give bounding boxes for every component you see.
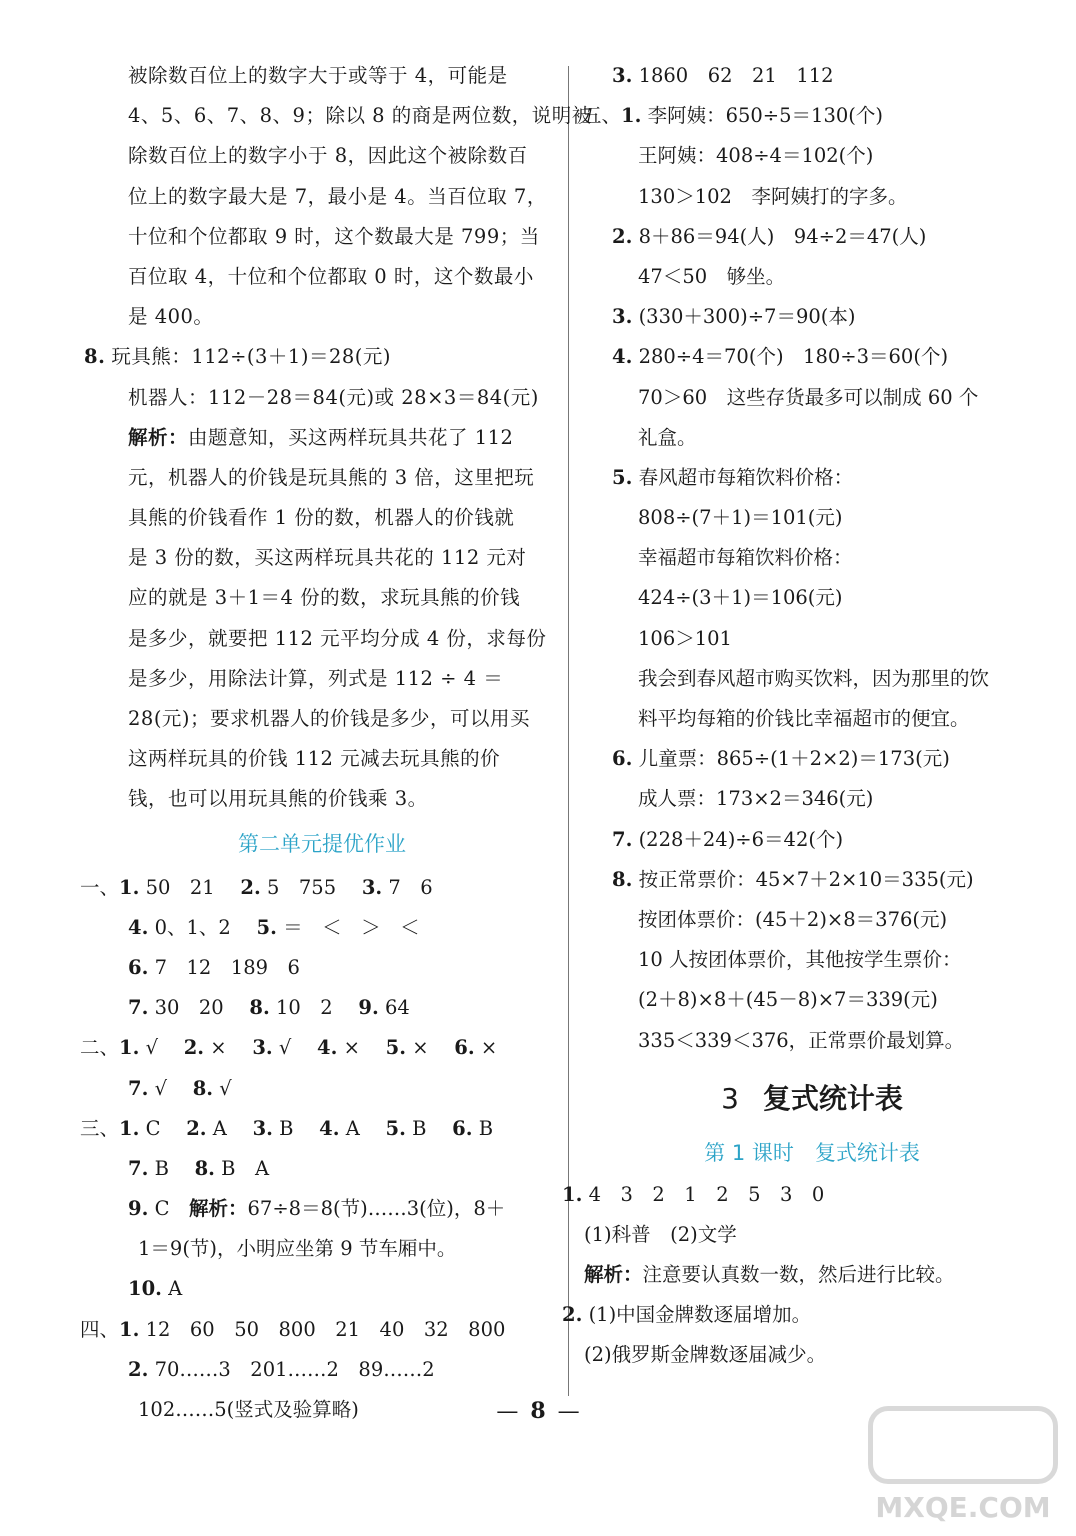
answer-text: B	[412, 1116, 427, 1140]
text-line: 28(元)；要求机器人的价钱是多少，可以用买	[128, 707, 531, 730]
answer-text: 7 12 189 6	[154, 955, 300, 979]
answer-row	[582, 739, 1042, 779]
jiexi-label: 解析：	[128, 425, 189, 449]
answer-text: √	[219, 1076, 232, 1100]
question-number: 6.	[128, 955, 149, 979]
question-number: 1.	[119, 1116, 140, 1140]
watermark-url: MXQE.COM	[875, 1491, 1051, 1524]
part-five	[582, 96, 1042, 1061]
text-line: 106＞101	[638, 626, 732, 650]
answer-text: A	[212, 1116, 227, 1140]
question-number: 2.	[183, 1036, 205, 1060]
part-label: 一、	[80, 875, 120, 899]
text-line: 位上的数字最大是 7，最小是 4。当百位取 7，	[128, 184, 547, 208]
question-number: 7.	[612, 827, 633, 851]
page-dash: —	[496, 1399, 519, 1424]
answer-row	[582, 297, 1042, 337]
answer-text: ＝ ＜ ＞ ＜	[283, 915, 420, 939]
answer-text: 1860 62 21 112	[638, 64, 834, 87]
answer-row	[80, 1028, 560, 1068]
text-line	[84, 418, 560, 458]
answer-row	[84, 1189, 560, 1229]
lesson-title: 第 1 课时 复式统计表	[704, 1140, 920, 1165]
answer-text: 按正常票价：45×7＋2×10＝335(元)	[638, 867, 974, 891]
text-line: 这两样玩具的价钱 112 元减去玩具熊的价	[128, 747, 501, 771]
jiexi-text: 由题意知，买这两样玩具共花了 112	[188, 425, 514, 449]
answer-text: ×	[210, 1036, 227, 1060]
answer-text: 5 755	[266, 875, 337, 899]
text-line: 成人票：173×2＝346(元)	[638, 787, 874, 811]
question-number: 2.	[562, 1303, 583, 1327]
question-number: 9.	[128, 1197, 149, 1221]
answer-text: (228＋24)÷6＝42(个)	[638, 827, 844, 851]
watermark-logo	[868, 1406, 1058, 1524]
question-number: 8.	[192, 1076, 214, 1100]
question-number: 7.	[128, 996, 149, 1020]
text-line: 钱，也可以用玩具熊的价钱乘 3。	[128, 787, 428, 811]
answer-text: ×	[412, 1036, 429, 1060]
answer-text: (330＋300)÷7＝90(本)	[638, 305, 856, 329]
text-line: 我会到春风超市购买饮料，因为那里的饮	[638, 666, 990, 690]
answer-text: ×	[480, 1036, 498, 1060]
text-line: 除数百位上的数字小于 8，因此这个被除数百	[128, 144, 528, 168]
text-line: 是 400。	[128, 305, 214, 329]
question-number: 2.	[128, 1357, 149, 1381]
answer-text: 8＋86＝94(人) 94÷2＝47(人)	[638, 224, 927, 248]
jiexi-text: 注意要认真数一数，然后进行比较。	[642, 1263, 955, 1287]
answer-text: √	[278, 1036, 292, 1060]
text-line: 是多少，用除法计算，列式是 112 ÷ 4 ＝	[128, 666, 504, 690]
text-line: 424÷(3＋1)＝106(元)	[638, 586, 843, 610]
section-title: 第二单元提优作业	[238, 831, 406, 856]
question-number: 2.	[240, 875, 261, 899]
question-number: 5.	[385, 1036, 406, 1060]
answer-text: 4 3 2 1 2 5 3 0	[588, 1182, 825, 1206]
text-line: (1)科普 (2)文学	[584, 1222, 737, 1246]
question-number: 3.	[612, 64, 633, 87]
question-number: 8.	[194, 1156, 215, 1180]
text-line: 机器人：112－28＝84(元)或 28×3＝84(元)	[128, 385, 539, 409]
answer-text: 7 6	[388, 875, 433, 899]
question-number: 8.	[249, 996, 270, 1020]
answer-text: B	[478, 1116, 494, 1140]
question-number: 1.	[119, 1036, 140, 1060]
question-number: 8.	[612, 867, 633, 891]
answer-row	[84, 908, 560, 948]
part-label: 三、	[80, 1116, 120, 1140]
question-number: 3.	[252, 1116, 273, 1140]
answer-row	[582, 56, 1042, 96]
answer-row	[84, 1350, 560, 1390]
answer-row	[84, 988, 560, 1028]
answer-row	[84, 1269, 560, 1309]
answer-text: 10 2	[275, 996, 333, 1020]
page-dash: —	[557, 1399, 580, 1424]
question-number: 3.	[252, 1036, 273, 1060]
answer-text: 春风超市每箱饮料价格：	[638, 465, 854, 489]
answer-text: 0、1、2	[154, 915, 231, 939]
answer-text: C	[145, 1116, 161, 1140]
answer-text: (1)中国金牌数逐届增加。	[588, 1303, 812, 1327]
jiexi-label: 解析：	[584, 1263, 643, 1287]
part-one	[80, 868, 560, 1029]
text-line: 4、5、6、7、8、9；除以 8 的商是两位数，说明被	[128, 104, 592, 128]
text-line: 10 人按团体票价，其他按学生票价：	[638, 948, 962, 972]
answer-text: 儿童票：865÷(1＋2×2)＝173(元)	[638, 747, 950, 771]
right-column	[562, 56, 1042, 1376]
question-number: 3.	[612, 305, 633, 329]
question-number: 1.	[562, 1182, 583, 1206]
chapter-name: 复式统计表	[762, 1081, 903, 1115]
q8-answer	[84, 337, 560, 819]
text-line	[84, 337, 560, 377]
text-line: 王阿姨：408÷4＝102(个)	[638, 144, 874, 168]
answer-text: B	[279, 1116, 294, 1140]
text-line: 元，机器人的价钱是玩具熊的 3 倍，这里把玩	[128, 465, 535, 489]
answer-row	[80, 1310, 560, 1350]
answer-text: 70……3 201……2 89……2	[154, 1357, 435, 1381]
question-number: 10.	[128, 1277, 162, 1301]
jiexi-label: 解析：	[189, 1197, 248, 1221]
question-number: 3.	[361, 875, 383, 899]
question-number: 7.	[128, 1156, 149, 1180]
answer-text: 50 21	[145, 875, 215, 899]
text-line: 335＜339＜376，正常票价最划算。	[638, 1028, 965, 1052]
text-line: 礼盒。	[638, 425, 697, 449]
question-number: 4.	[612, 345, 633, 369]
text-line: 是 3 份的数，买这两样玩具共花的 112 元对	[128, 546, 527, 570]
answer-row	[84, 948, 560, 988]
question-number: 4.	[317, 1036, 338, 1060]
lesson-answers	[562, 1175, 1042, 1376]
text-line: 按团体票价：(45＋2)×8＝376(元)	[638, 907, 948, 931]
question-number: 2.	[612, 224, 633, 248]
answer-row	[562, 1295, 1042, 1335]
answer-row	[84, 1149, 560, 1189]
page-number-value: 8	[530, 1398, 546, 1424]
text-line: (2＋8)×8＋(45－8)×7＝339(元)	[638, 988, 938, 1012]
question-number: 6.	[612, 747, 633, 771]
answer-text: ×	[343, 1036, 360, 1060]
jiexi-text: 67÷8＝8(节)……3(位)，8＋	[247, 1197, 506, 1221]
answer-text: C	[154, 1197, 170, 1221]
part-label: 二、	[80, 1036, 120, 1060]
part-label: 五、	[582, 104, 622, 128]
text-line: 百位取 4，十位和个位都取 0 时，这个数最小	[128, 264, 534, 288]
text-line: 具熊的价钱看作 1 份的数，机器人的价钱就	[128, 506, 515, 530]
question-number: 1.	[119, 1317, 140, 1341]
question-number: 9.	[358, 996, 379, 1020]
answer-text: 玩具熊：112÷(3＋1)＝28(元)	[111, 345, 391, 369]
text-line: 808÷(7＋1)＝101(元)	[638, 506, 843, 530]
answer-row	[80, 1109, 560, 1149]
question-number: 1.	[621, 104, 642, 128]
text-line: 幸福超市每箱饮料价格：	[638, 546, 853, 570]
left-column	[80, 56, 592, 1430]
answer-row	[84, 1069, 560, 1109]
question-number: 2.	[186, 1116, 207, 1140]
answer-row	[582, 820, 1042, 860]
answer-text: 12 60 50 800 21 40 32 800	[145, 1317, 506, 1341]
question-number: 7.	[128, 1076, 149, 1100]
answer-text: 李阿姨：650÷5＝130(个)	[647, 104, 883, 128]
part-three	[80, 1109, 560, 1310]
question-number: 6.	[452, 1116, 473, 1140]
text-line: 70＞60 这些存货最多可以制成 60 个	[638, 385, 979, 409]
answer-row	[582, 860, 1042, 900]
text-line: 是多少，就要把 112 元平均分成 4 份，求每份	[128, 626, 547, 650]
watermark-logo-icon	[868, 1406, 1058, 1484]
answer-row	[582, 337, 1042, 377]
question-number: 6.	[454, 1036, 475, 1060]
text-line: 1＝9(节)，小明应坐第 9 节车厢中。	[138, 1237, 457, 1261]
answer-text: 64	[384, 996, 410, 1020]
answer-row	[582, 458, 1042, 498]
question-number: 8.	[84, 345, 106, 369]
part-label: 四、	[80, 1317, 120, 1341]
question-number: 5.	[385, 1116, 406, 1140]
text-line: 料平均每箱的价钱比幸福超市的便宜。	[638, 707, 970, 730]
answer-text: B	[154, 1156, 169, 1180]
answer-text: √	[154, 1076, 167, 1100]
q7-continued	[84, 56, 592, 337]
question-number: 4.	[319, 1116, 340, 1140]
text-line: 130＞102 李阿姨打的字多。	[638, 184, 908, 208]
question-number: 5.	[612, 465, 633, 489]
answer-row	[582, 96, 1042, 136]
answer-text: B A	[221, 1156, 270, 1180]
text-line	[582, 1255, 1042, 1295]
question-number: 5.	[256, 915, 277, 939]
text-line: (2)俄罗斯金牌数逐届减少。	[584, 1343, 827, 1367]
answer-text: 280÷4＝70(个) 180÷3＝60(个)	[638, 345, 949, 369]
text-line: 十位和个位都取 9 时，这个数最大是 799；当	[128, 224, 540, 248]
chapter-number: 3	[721, 1081, 739, 1115]
answer-text: 30 20	[154, 996, 224, 1020]
text-line: 47＜50 够坐。	[638, 264, 786, 288]
question-number: 1.	[119, 875, 140, 899]
answer-row	[562, 1175, 1042, 1215]
question-number: 4.	[128, 915, 149, 939]
text-line: 被除数百位上的数字大于或等于 4，可能是	[128, 64, 508, 87]
answer-row	[582, 217, 1042, 257]
part-two	[80, 1028, 560, 1108]
answer-text: A	[168, 1277, 183, 1301]
text-line: 102……5(竖式及验算略)	[138, 1398, 359, 1421]
text-line: 应的就是 3＋1＝4 份的数，求玩具熊的价钱	[128, 586, 521, 610]
answer-row	[80, 868, 560, 908]
answer-text: A	[345, 1116, 360, 1140]
answer-text: √	[145, 1036, 159, 1060]
chapter-title	[582, 1067, 1042, 1131]
